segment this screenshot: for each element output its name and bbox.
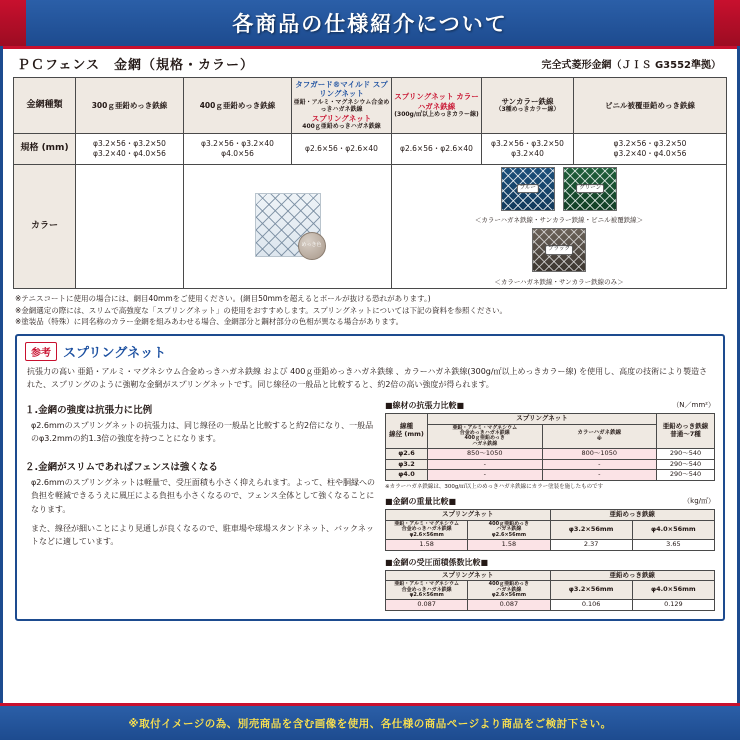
point2-heading: ２.金網がスリムであればフェンスは強くなる — [25, 462, 218, 474]
rowhead-spec: 規格 (mm) — [14, 133, 76, 164]
color-caption-2: ＜カラーハガネ鉄線・サンカラー鉄線のみ＞ — [494, 277, 624, 286]
spec-cell-1: φ3.2×56・φ3.2×50 φ3.2×40・φ4.0×56 — [76, 133, 184, 164]
colhead-color-hagane: スプリングネット カラーハガネ鉄線 (300g/㎡以上めっきカラー線) — [392, 78, 482, 134]
table2-value-1: 1.58 — [468, 539, 550, 550]
jis-note: 完全式菱形金網（ＪＩＳ G3552準拠） — [541, 60, 721, 71]
table2-col-32: φ3.2×56mm — [550, 521, 632, 540]
table1-row-label-1: φ3.2 — [386, 459, 428, 470]
table2-header-row-2 — [386, 521, 715, 540]
colhead-zinc300: 300ｇ亜鉛めっき鉄線 — [76, 78, 184, 134]
table-row — [386, 539, 715, 550]
colhead-vinyl: ビニル被覆亜鉛めっき鉄線 — [574, 78, 727, 134]
table2-value-2: 2.37 — [550, 539, 632, 550]
table1-note: ※カラーハガネ鉄線は、300g/㎡以上のめっきハガネ鉄線にカラー塗装を施したものです — [385, 484, 604, 491]
plated-mesh-image — [255, 193, 321, 257]
table1-cell-2-1: - — [428, 470, 543, 481]
color-cell-samples — [392, 164, 727, 288]
table2-col-zinc400: 400ｇ亜鉛めっき ハガネ鉄線 φ2.6×56mm — [468, 521, 550, 540]
table-header-row — [14, 78, 727, 134]
page-footer — [0, 703, 740, 740]
tensile-comparison-table — [385, 413, 715, 481]
point2-body1: φ2.6mmのスプリングネットは軽量で、受圧面積も小さく抑えられます。よって、柱や胴縁への負担を軽減できるうえに風圧による負担も小さくなるので、フェンス全体として強くなることになります。 — [31, 478, 376, 514]
weight-comparison-table — [385, 509, 715, 550]
table1-cell-1-2: - — [542, 459, 657, 470]
table-row — [386, 470, 715, 481]
notes-block — [15, 294, 725, 329]
table-row-spec — [14, 133, 727, 164]
table2-col-40: φ4.0×56mm — [632, 521, 714, 540]
table3-group-spring: スプリングネット — [386, 570, 551, 581]
plating-color-badge: めっき色 — [298, 232, 326, 260]
reference-right-column — [385, 398, 715, 611]
table1-cell-0-1: 850～1050 — [428, 448, 543, 459]
table3-col-zinc400: 400ｇ亜鉛めっき ハガネ鉄線 φ2.6×56mm — [468, 581, 550, 600]
footer-note: ※取付イメージの為、別売商品を含む画像を使用、各仕様の商品ページより商品をご検討下さい。 — [128, 717, 612, 730]
table3-header-row-2 — [386, 581, 715, 600]
table3-col-32: φ3.2×56mm — [550, 581, 632, 600]
table3-col-40: φ4.0×56mm — [632, 581, 714, 600]
point1-heading: １.金網の強度は抗張力に比例 — [25, 404, 153, 416]
note-1: ※テニスコートに使用の場合には、網目40mmをご使用ください。(網目50mmを超えるとボールが抜ける恐れがあります。) — [15, 293, 431, 303]
table2-header-row-1 — [386, 510, 715, 521]
table1-col-alloy: 亜鉛・アルミ・マグネシウム 合金めっきハガネ鉄線 400ｇ亜鉛めっき ハガネ鉄線 — [428, 424, 543, 448]
table2-group-zinc: 亜鉛めっき鉄線 — [550, 510, 715, 521]
spec-cell-3: φ2.6×56・φ2.6×40 — [292, 133, 392, 164]
color-cell-1 — [76, 164, 184, 288]
table3-group-zinc: 亜鉛めっき鉄線 — [550, 570, 715, 581]
table1-title: （N／mm²） ■線材の抗張力比較■ — [385, 400, 715, 410]
table-row-color — [14, 164, 727, 288]
table3-col-alloy: 亜鉛・アルミ・マグネシウム 合金めっきハガネ鉄線 φ2.6×56mm — [386, 581, 468, 600]
table1-corner: 線種 線径 (mm) — [386, 413, 428, 448]
table1-col-zinc: 亜鉛めっき鉄線 普通～7種 — [657, 413, 715, 448]
section-title: ＰＣフェンス 金網（規格・カラー） — [17, 58, 254, 73]
color-sample-black: ブラック — [532, 228, 586, 272]
color-cell-plating — [184, 164, 392, 288]
colhead-suncolor: サンカラー鉄線 （3種めっきカラー線） — [482, 78, 574, 134]
content-frame — [0, 46, 740, 706]
spec-cell-4: φ2.6×56・φ2.6×40 — [392, 133, 482, 164]
spec-cell-2: φ3.2×56・φ3.2×40 φ4.0×56 — [184, 133, 292, 164]
table1-row-label-0: φ2.6 — [386, 448, 428, 459]
section-header-row — [13, 52, 727, 77]
colhead-tough-guard: タフガード®マイルド スプリングネット 亜鉛・アルミ・マグネシウム合金めっきハガネ鉄線 スプリングネット 400ｇ亜鉛めっきハガネ鉄線 — [292, 78, 392, 134]
pressure-area-comparison-table — [385, 570, 715, 611]
table1-cell-2-3: 290～540 — [657, 470, 715, 481]
rowhead-type: 金網種類 — [14, 78, 76, 134]
reference-header — [25, 342, 715, 361]
table3-header-row-1 — [386, 570, 715, 581]
color-sample-group-2 — [393, 228, 725, 286]
reference-title: スプリングネット — [63, 346, 167, 362]
point2-body2: また、線径が細いことにより見通しが良くなるので、駐車場や球場スタンドネット、バックネットなどに適しています。 — [31, 523, 374, 546]
reference-tag: 参考 — [25, 342, 57, 361]
table-row — [386, 459, 715, 470]
table1-cell-0-3: 290～540 — [657, 448, 715, 459]
spec-cell-5: φ3.2×56・φ3.2×50 φ3.2×40 — [482, 133, 574, 164]
table2-value-3: 3.65 — [632, 539, 714, 550]
page-header — [0, 0, 740, 49]
color-sample-green: グリーン — [563, 167, 617, 211]
spec-cell-6: φ3.2×56・φ3.2×50 φ3.2×40・φ4.0×56 — [574, 133, 727, 164]
table3-value-2: 0.106 — [550, 600, 632, 611]
spec-table — [13, 77, 727, 289]
table1-header-row-1 — [386, 413, 715, 424]
table-row — [386, 600, 715, 611]
note-2: ※金網選定の際には、スリムで高強度な「スプリングネット」の使用をおすすめします。スプリングネットについては下記の資料を参照ください。 — [15, 305, 508, 315]
table3-value-1: 0.087 — [468, 600, 550, 611]
color-sample-group-1 — [393, 167, 725, 225]
note-3: ※塗装品（特殊）に同名称のカラー金網を組みあわせる場合、金網部分と鋼材部分の色相が異なる場合があります。 — [15, 317, 404, 327]
rowhead-color: カラー — [14, 164, 76, 288]
reference-left-column — [25, 398, 377, 611]
table3-title: ■金網の受圧面積係数比較■ — [385, 557, 489, 567]
reference-box — [15, 334, 725, 621]
point1-body: φ2.6mmのスプリングネットの抗張力は、同じ線径の一般品と比較すると約2倍になり、一般品のφ3.2mmの約1.3倍の強度を持つことになります。 — [31, 420, 374, 444]
table1-cell-2-2: - — [542, 470, 657, 481]
colhead-zinc400: 400ｇ亜鉛めっき鉄線 — [184, 78, 292, 134]
table1-cell-0-2: 800～1050 — [542, 448, 657, 459]
reference-lead: 抗張力の高い 亜鉛・アルミ・マグネシウム合金めっきハガネ鉄線 および 400ｇ亜鉛めっきハガネ鉄線 、カラーハガネ鉄線(300g/㎡以上めっきカラー線) を使用し、高度の技術により製造された、スプリングのように強靭な金網がスプリングネットです。同じ線径の一般品と比較すると、約2倍の高い強度が得られます。 — [27, 367, 708, 390]
table2-group-spring: スプリングネット — [386, 510, 551, 521]
table1-row-label-2: φ4.0 — [386, 470, 428, 481]
table3-value-0: 0.087 — [386, 600, 468, 611]
table1-group-spring: スプリングネット — [428, 413, 657, 424]
table2-col-alloy: 亜鉛・アルミ・マグネシウム 合金めっきハガネ鉄線 φ2.6×56mm — [386, 521, 468, 540]
color-caption-1: ＜カラーハガネ鉄線・サンカラー鉄線・ビニル被覆鉄線＞ — [474, 216, 644, 224]
table1-col-color: カラーハガネ鉄線 ※ — [542, 424, 657, 448]
table3-value-3: 0.129 — [632, 600, 714, 611]
reference-columns — [25, 398, 715, 611]
table-row — [386, 448, 715, 459]
table2-title: （kg/㎡） ■金網の重量比較■ — [385, 497, 715, 507]
table1-cell-1-1: - — [428, 459, 543, 470]
table2-value-0: 1.58 — [386, 539, 468, 550]
color-sample-blue: ブルー — [501, 167, 555, 211]
page-title: 各商品の仕様紹介について — [232, 12, 508, 36]
table1-cell-1-3: 290～540 — [657, 459, 715, 470]
